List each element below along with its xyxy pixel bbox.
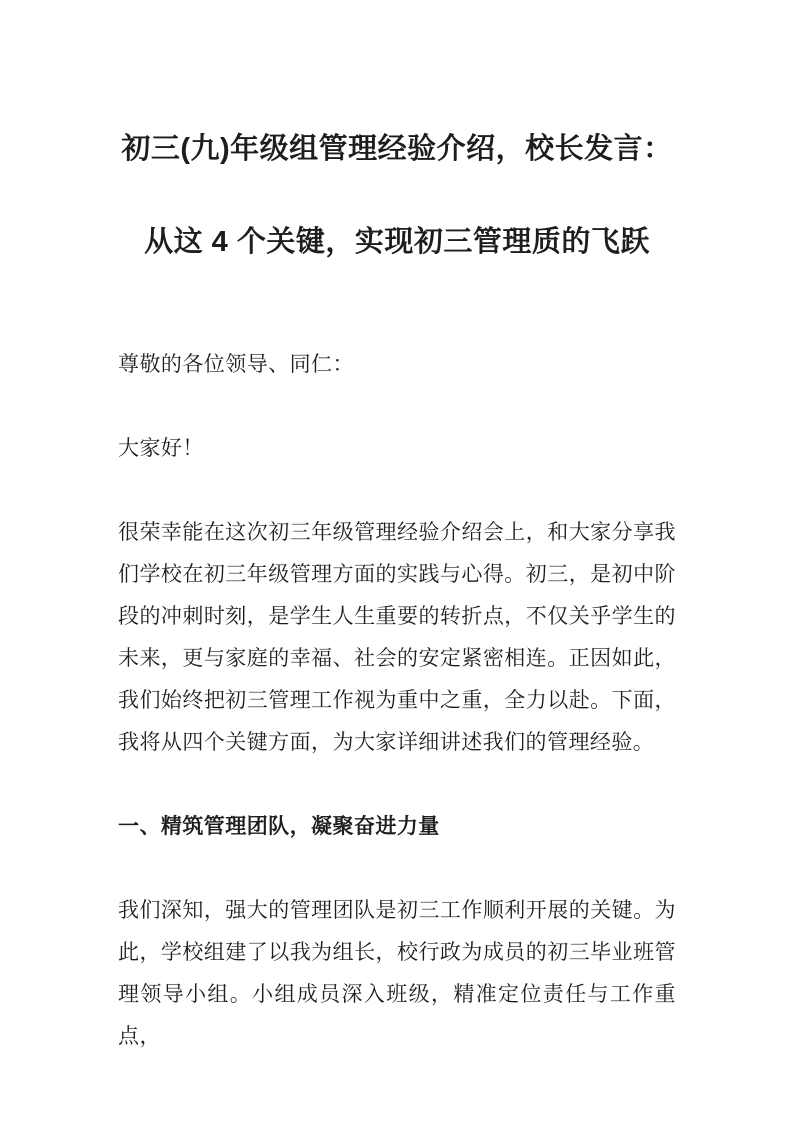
- salutation-line: 尊敬的各位领导、同仁：: [118, 353, 354, 376]
- section-1-paragraph: 我们深知，强大的管理团队是初三工作顺利开展的关键。为此，学校组建了以我为组长，校行政为成员的初三毕业班管理领导小组。小组成员深入班级，精准定位责任与工作重点，: [118, 899, 676, 1048]
- document-title-line-1: 初三(九)年级组管理经验介绍，校长发言：: [121, 133, 673, 165]
- section-1-heading: 一、精筑管理团队，凝聚奋进力量: [118, 815, 440, 838]
- greeting-line: 大家好！: [118, 437, 204, 460]
- document-title-line-2: 从这 4 个关键，实现初三管理质的飞跃: [144, 226, 650, 258]
- intro-paragraph: 很荣幸能在这次初三年级管理经验介绍会上，和大家分享我们学校在初三年级管理方面的实践与心得。初三，是初中阶段的冲刺时刻，是学生人生重要的转折点，不仅关乎学生的未来，更与家庭的幸福、社会的安定紧密相连。正因如此，我们始终把初三管理工作视为重中之重，全力以赴。下面，我将从四个关键方面，为大家详细讲述我们的管理经验。: [118, 521, 676, 754]
